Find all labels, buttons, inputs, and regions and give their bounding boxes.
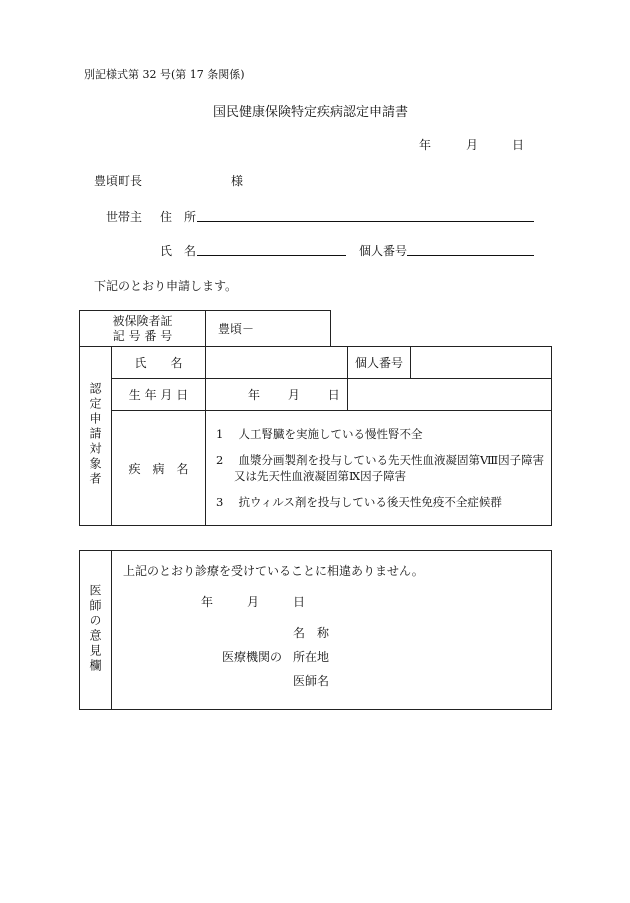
subject-name-label: 氏 名 (112, 347, 206, 379)
addressee-honorific: 様 (231, 174, 244, 188)
birth-day-label: 日 (327, 388, 340, 402)
insurance-card-label (80, 311, 206, 347)
doctor-name-label: 医師名 (293, 674, 330, 688)
disease-item-2[interactable]: 2 血漿分画製剤を投与している先天性血液凝固第Ⅷ因子障害 (216, 453, 545, 467)
subject-name-field[interactable] (206, 347, 348, 379)
doctor-statement: 上記のとおり診療を受けていることに相違ありません。 (123, 564, 424, 578)
declaration-text: 下記のとおり申請します。 (94, 279, 238, 293)
disease-item-1[interactable]: 1 人工腎臓を実施している慢性腎不全 (216, 427, 423, 441)
institution-prefix: 医療機関の (222, 650, 283, 664)
doctor-date-day: 日 (293, 595, 306, 609)
doctor-section-label: 医師の意見欄 (88, 583, 102, 674)
insurance-label-line2: 記 号 番 号 (112, 328, 173, 343)
subject-personal-number-field[interactable] (411, 347, 552, 379)
date-month-label: 月 (466, 138, 479, 152)
personal-number-field[interactable] (407, 255, 534, 256)
insurance-label-line1: 被保険者証 (112, 313, 173, 328)
insurance-card-box (79, 310, 331, 347)
subject-personal-number-label: 個人番号 (348, 347, 411, 379)
subject-section-header (80, 347, 112, 526)
personal-number-label: 個人番号 (359, 244, 408, 258)
doctor-date-month: 月 (247, 595, 260, 609)
subject-table (79, 346, 552, 526)
address-field[interactable] (197, 221, 534, 222)
birth-date-label: 生 年 月 日 (112, 379, 206, 411)
page-title: 国民健康保険特定疾病認定申請書 (213, 105, 409, 120)
disease-item-3[interactable]: 3 抗ウィルス剤を投与している後天性免疫不全症候群 (216, 495, 502, 509)
date-day-label: 日 (512, 138, 525, 152)
birth-date-field[interactable] (206, 379, 348, 411)
insurance-number-prefix: 豊頃－ (218, 322, 255, 336)
disease-item-2-continued: 又は先天性血液凝固第Ⅸ因子障害 (234, 469, 407, 483)
address-label: 住 所 (160, 210, 197, 224)
doctor-date-year: 年 (201, 595, 214, 609)
insurance-number-field[interactable] (206, 311, 331, 347)
form-reference: 別記様式第 32 号(第 17 条関係) (84, 68, 245, 81)
institution-address-label: 所在地 (293, 650, 330, 664)
addressee-name: 豊頃町長 (94, 174, 143, 188)
date-year-label: 年 (419, 138, 432, 152)
disease-label: 疾 病 名 (112, 411, 206, 526)
birth-date-remarks (348, 379, 552, 411)
doctor-section-header (80, 551, 112, 710)
birth-month-label: 月 (287, 388, 300, 402)
institution-name-label: 名 称 (293, 626, 330, 640)
birth-year-label: 年 (248, 388, 261, 402)
name-label: 氏 名 (160, 244, 197, 258)
subject-section-label: 認定申請対象者 (88, 382, 102, 487)
disease-list (206, 411, 552, 526)
householder-label: 世帯主 (106, 210, 143, 224)
name-field[interactable] (197, 255, 346, 256)
